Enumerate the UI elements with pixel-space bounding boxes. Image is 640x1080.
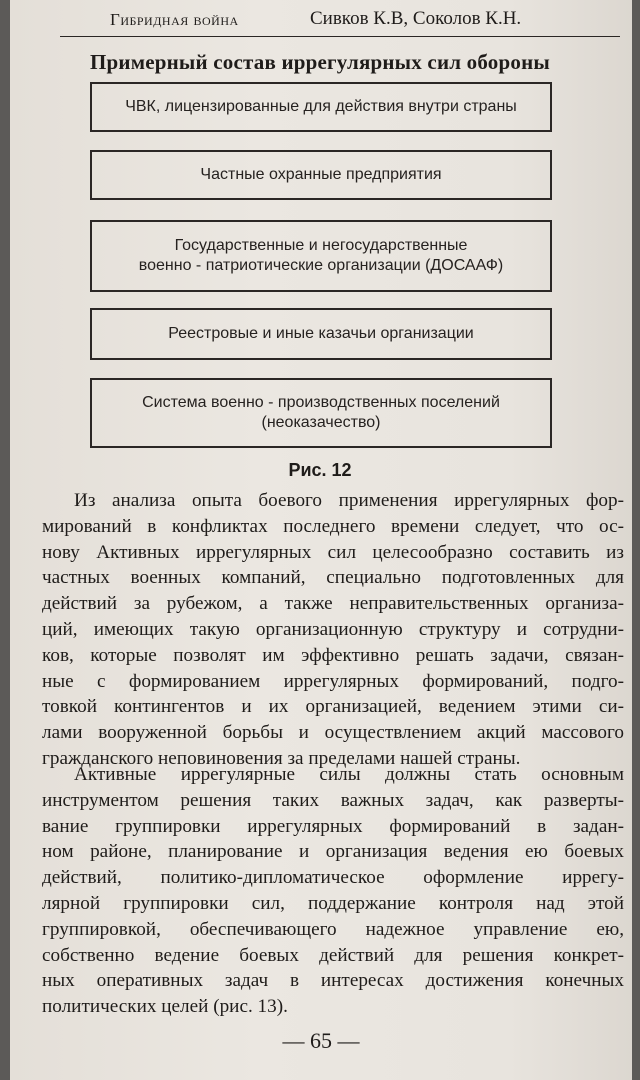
- box-text-line: Государственные и негосударственные: [174, 237, 468, 254]
- text-line: лярной группировки сил, поддержание контроля над этой: [42, 892, 624, 914]
- box-text-line: Реестровые и иные казачьи организации: [168, 325, 474, 342]
- diagram-box-military-settlements: [90, 378, 552, 448]
- text-line: ков, которые позволят им эффективно решать задачи, связан-: [42, 644, 624, 666]
- box-text-line: (неоказачество): [261, 414, 381, 431]
- text-line: ном районе, планирование и организация ведения ею боевых: [42, 841, 624, 863]
- box-text-line: военно - патриотические организации (ДОСААФ): [138, 257, 504, 274]
- text-line: мирований в конфликтах последнего времени следует, что ос-: [42, 515, 624, 537]
- text-line: товкой контингентов и их организацией, ведением этими си-: [42, 696, 624, 718]
- box-text-line: Система военно - производственных поселений: [142, 394, 500, 411]
- box-text-line: Частные охранные предприятия: [200, 166, 442, 183]
- book-authors: Сивков К.В, Соколов К.Н.: [310, 8, 522, 29]
- text-line: ций, имеющих такую организационную структуру и сотрудни-: [42, 618, 624, 640]
- body-paragraph: [42, 488, 624, 772]
- text-line: действий за рубежом, а также неправительственных организа-: [42, 593, 624, 615]
- text-line: группировкой, обеспечивающего надежное управление ею,: [42, 918, 624, 940]
- text-line: Активные иррегулярные силы должны стать основным: [74, 764, 624, 785]
- text-line: гражданского неповиновения за пределами нашей страны.: [42, 747, 521, 769]
- text-line: инструментом решения таких важных задач, как разверты-: [42, 789, 624, 811]
- diagram-box-private-security: [90, 150, 552, 200]
- text-line: частных военных компаний, специально подготовленных для: [42, 567, 624, 589]
- header-rule: [60, 36, 620, 37]
- diagram-box-cossack-organizations: [90, 308, 552, 360]
- text-line: ных оперативных задач в интересах достижения конечных: [42, 970, 624, 992]
- diagram-box-patriotic-organizations: [90, 220, 552, 292]
- figure-caption: Рис. 12: [288, 460, 352, 480]
- running-header: [10, 6, 632, 34]
- text-line: лами вооруженной борьбы и осуществлением акций массового: [42, 722, 624, 744]
- text-line: политических целей (рис. 13).: [42, 996, 288, 1018]
- text-line: вание группировки иррегулярных формирований в задан-: [42, 815, 624, 837]
- text-line: собственно ведение боевых действий для решения конкрет-: [42, 944, 624, 966]
- diagram-title: Примерный состав иррегулярных сил обороны: [90, 50, 550, 74]
- page-number: — 65 —: [282, 1028, 360, 1053]
- box-text-line: ЧВК, лицензированные для действия внутри страны: [125, 98, 517, 115]
- text-line: действий, политико-дипломатическое оформление иррегу-: [42, 867, 624, 889]
- book-page: [10, 0, 632, 1080]
- diagram-box-pmc: [90, 82, 552, 132]
- text-line: Из анализа опыта боевого применения иррегулярных фор-: [74, 490, 624, 511]
- book-title: Гибридная война: [110, 10, 239, 29]
- body-paragraph: [42, 762, 624, 1020]
- text-line: нову Активных иррегулярных сил целесообразно составить из: [42, 541, 624, 563]
- text-line: ные с формированием иррегулярных формирований, подго-: [42, 670, 624, 692]
